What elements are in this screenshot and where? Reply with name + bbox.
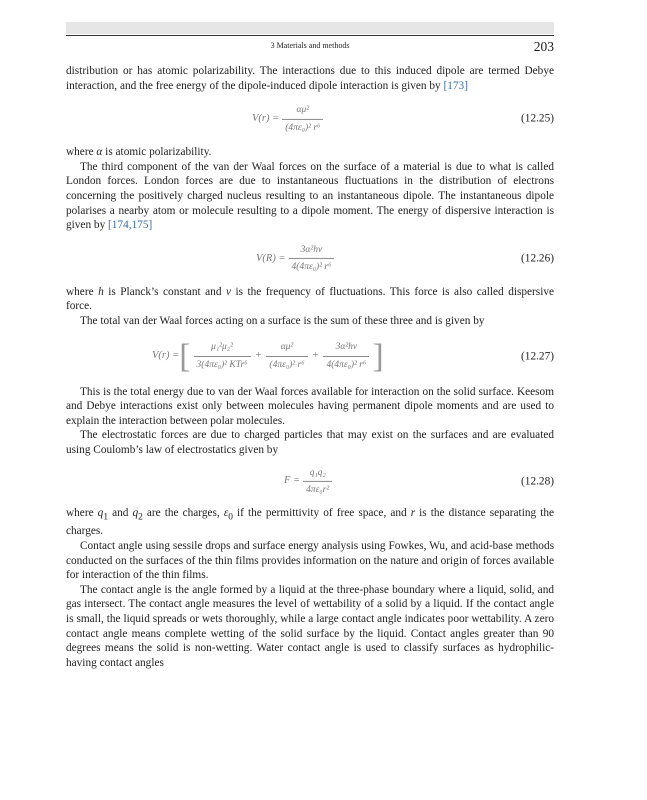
equation-number: (12.25)	[521, 112, 554, 125]
header-bar	[66, 22, 554, 34]
equation-numerator: αμ²	[296, 105, 310, 116]
chapter-title: 3 Materials and methods	[270, 41, 350, 50]
equation-lhs: V(r) =	[152, 350, 180, 362]
equation-number: (12.27)	[521, 350, 554, 363]
page-number: 203	[533, 39, 554, 54]
equation-lhs: V(R) =	[256, 252, 286, 264]
paragraph: distribution or has atomic polarizability. The interactions due to this induced dipole are termed Debye interaction, and the free energy of the dipole-induced dipole interaction is given by [173]	[66, 65, 554, 92]
equation-numerator: 3α²hν	[300, 244, 323, 255]
equation-numerator: 3α²hν	[335, 342, 358, 353]
paragraph: The electrostatic forces are due to charged particles that may exist on the surfaces and are evaluated using Coulomb’s law of electrostatics given by	[66, 429, 554, 456]
equation-numerator: αμ²	[280, 342, 294, 353]
equation-lhs: V(r) =	[252, 112, 280, 124]
equation-12-26	[66, 237, 554, 281]
equation-12-25	[66, 97, 554, 141]
equation-number: (12.28)	[521, 475, 554, 488]
paragraph: where $q_1$ and $q_2$ are the charges, $\varepsilon_0$ if the permittivity of free space, and r is the distance separating the charges.	[66, 506, 554, 538]
equation-numerator: μ₁²μ₂²	[211, 342, 233, 353]
running-head	[66, 39, 554, 55]
equation-denominator: 4(4πε₀)² r⁶	[323, 356, 369, 373]
equation-number: (12.26)	[521, 252, 554, 265]
paragraph: Contact angle using sessile drops and surface energy analysis using Fowkes, Wu, and acid-base methods conducted on the surfaces of the thin films provides information on the nature and origin of forces available for interaction of the thin films.	[66, 539, 554, 582]
right-bracket: ]	[372, 337, 384, 375]
citation-link[interactable]: [174,175]	[108, 219, 153, 232]
equation-12-27: V(r) = [ $\frac{\text{μ₁²μ₂²}}{\text{3(4πε₀)² KTr⁶}}$ + $\frac{\text{αμ²}}{\text{(4πε₀)² r⁶}}$ + $\frac{\text{3α²hν}}{\text{4(4πε₀)² r⁶}}$ ] (12.27)	[152, 337, 554, 375]
equation-denominator: 4πε₀r²	[303, 481, 332, 498]
paragraph: This is the total energy due to van der Waal forces available for interaction on the solid surface. Keesom and Debye interactions exist only between molecules having permanent dipole moments and are used to explain the interaction between polar molecules.	[66, 385, 554, 427]
equation-denominator: (4πε₀)² r⁶	[282, 119, 323, 136]
equation-denominator: 3(4πε₀)² KTr⁶	[194, 356, 251, 373]
equation-numerator: q₁q₂	[309, 467, 326, 478]
paragraph: The contact angle is the angle formed by a liquid at the three-phase boundary where a liquid, solid, and gas intersect. The contact angle measures the level of wettability of a solid by a liquid. If the contact angle is small, the liquid spreads or wets thoroughly, while a large contact angle indicates poor wettability. A zero contact angle means complete wetting of the solid surface by the liquid. Contact angles greater than 90 degrees means the solid is non-wetting. Water contact angle is used to classify surfaces as hydrophilic-having contact angles	[66, 583, 554, 669]
equation-12-28	[66, 462, 554, 502]
paragraph: The third component of the van der Waal forces on the surface of a material is due to what is called London forces. London forces are due to instantaneous fluctuations in the distribution of electrons concerning the positively charged nucleus resulting to an instantaneous dipole. The instantaneous dipole polarises a nearby atom or molecule resulting to a dipole moment. The energy of dispersive interaction is given by [174,175]	[66, 160, 554, 232]
left-bracket: [	[179, 337, 191, 375]
paragraph: The total van der Waal forces acting on a surface is the sum of these three and is given by	[80, 314, 485, 327]
equation-denominator: (4πε₀)² r⁶	[266, 356, 307, 373]
equation-lhs: F =	[284, 475, 301, 487]
paragraph: where h is Planck’s constant and ν is the frequency of fluctuations. This force is also called dispersive force.	[66, 285, 555, 313]
equation-denominator: 4(4πε₀)² r⁶	[289, 258, 335, 275]
header-rule	[66, 35, 554, 36]
paragraph: where α is atomic polarizability.	[66, 146, 212, 159]
citation-link[interactable]: [173]	[443, 79, 468, 92]
page-body	[66, 64, 554, 670]
